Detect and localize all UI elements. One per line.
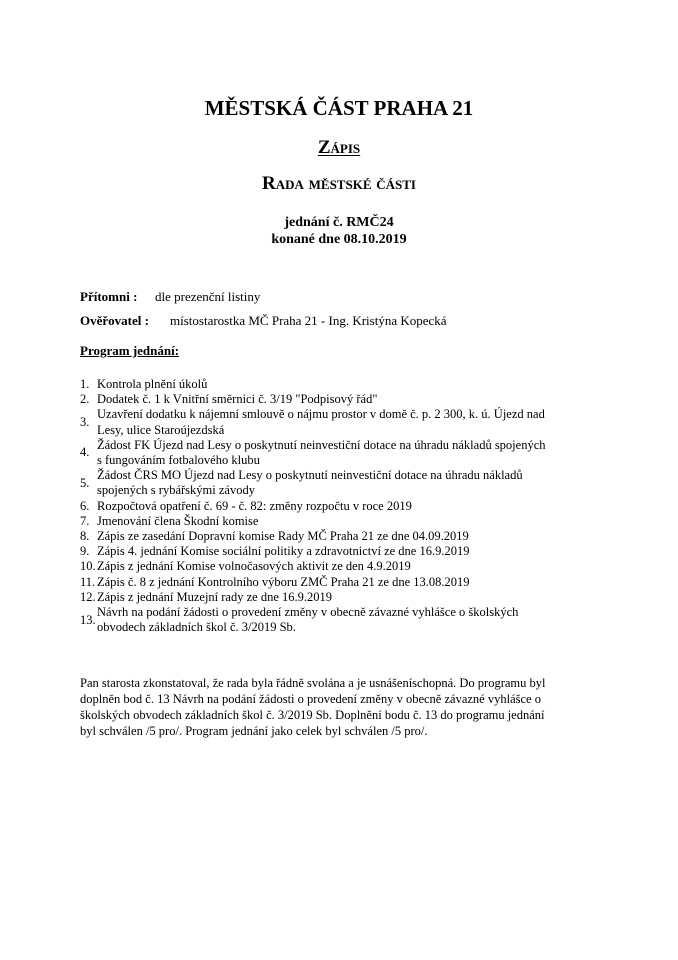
agenda-item-text: Kontrola plnění úkolů [97, 377, 208, 391]
agenda-item-number: 8. [80, 529, 90, 544]
agenda-item-number: 4. [80, 445, 90, 460]
document-type-label: Zápis [317, 137, 361, 158]
agenda-item [80, 514, 600, 529]
agenda-item [80, 575, 600, 590]
statement-line: byl schválen /5 pro/. Program jednání jako celek byl schválen /5 pro/. [80, 724, 428, 738]
program-heading: Program jednání: [80, 343, 180, 358]
agenda-item [80, 377, 600, 392]
agenda-item-text: Žádost FK Újezd nad Lesy o poskytnutí neinvestiční dotace na úhradu nákladů spojených [97, 437, 546, 452]
agenda-item [80, 590, 600, 605]
agenda-item-text: Zápis ze zasedání Dopravní komise Rady MČ Praha 21 ze dne 04.09.2019 [97, 529, 469, 544]
meeting-number: jednání č. RMČ24 [284, 215, 394, 230]
agenda-item-number: 7. [80, 513, 90, 528]
agenda-item [80, 499, 600, 514]
agenda-item-number: 9. [80, 544, 90, 559]
agenda-item-text: Dodatek č. 1 k Vnitřní směrnici č. 3/19 "Podpisový řád" [97, 392, 378, 407]
agenda-item [80, 407, 600, 437]
agenda-item-number: 13. [80, 612, 96, 627]
agenda-item-number: 3. [80, 415, 90, 429]
present-label: Přítomni : [80, 289, 138, 304]
agenda-item-text: Zápis 4. jednání Komise sociální politiky a zdravotnictví ze dne 16.9.2019 [97, 544, 470, 559]
verifier-value: místostarostka MČ Praha 21 - Ing. Kristýna Kopecká [170, 313, 447, 328]
agenda-item-text: Jmenování člena Škodní komise [97, 513, 259, 528]
statement-line: školských obvodech základních škol č. 3/2019 Sb. Doplnění bodu č. 13 do programu jednání [80, 708, 545, 722]
meeting-info [0, 214, 678, 248]
agenda-item-text: Zápis z jednání Muzejní rady ze dne 16.9.2019 [97, 589, 332, 604]
council-name: Rada městské části [262, 173, 416, 194]
agenda-item-text: Žádost ČRS MO Újezd nad Lesy o poskytnutí neinvestiční dotace na úhradu nákladů [97, 468, 523, 483]
agenda-list [80, 377, 600, 635]
statement-line: doplněn bod č. 13 Návrh na podání žádosti o provedení změny v obecně závazné vyhlášce o [80, 692, 541, 706]
statement-paragraph [80, 675, 620, 739]
agenda-item [80, 559, 600, 574]
document-title: MĚSTSKÁ ČÁST PRAHA 21 [204, 96, 474, 120]
agenda-item-text: obvodech základních škol č. 3/2019 Sb. [97, 620, 296, 635]
meeting-date: konané dne 08.10.2019 [271, 232, 407, 247]
agenda-item-number: 1. [80, 377, 90, 391]
agenda-item-number: 2. [80, 392, 90, 407]
agenda-item-number: 12. [80, 589, 96, 604]
agenda-item-text: Zápis z jednání Komise volnočasových aktivit ze den 4.9.2019 [97, 559, 411, 574]
agenda-item [80, 605, 600, 635]
present-value: dle prezenční listiny [155, 289, 261, 304]
agenda-item-number: 10. [80, 559, 96, 574]
agenda-item-text: Uzavření dodatku k nájemní smlouvě o nájmu prostor v domě č. p. 2 300, k. ú. Újezd nad [97, 407, 545, 422]
agenda-item-number: 6. [80, 498, 90, 513]
agenda-item-text: spojených s rybářskými závody [97, 483, 255, 498]
agenda-item [80, 544, 600, 559]
agenda-item [80, 529, 600, 544]
verifier-label: Ověřovatel : [80, 313, 149, 328]
document-type [0, 137, 678, 159]
agenda-item-number: 11. [80, 574, 96, 589]
agenda-item-text: s fungováním fotbalového klubu [97, 453, 260, 468]
agenda-item [80, 392, 600, 407]
agenda-item-text: Lesy, ulice Staroújezdská [97, 422, 225, 437]
agenda-item-text: Rozpočtová opatření č. 69 - č. 82: změny rozpočtu v roce 2019 [97, 498, 412, 513]
agenda-item-text: Návrh na podání žádosti o provedení změny v obecně závazné vyhlášce o školských [97, 605, 519, 620]
agenda-item-number: 5. [80, 475, 90, 490]
statement-line: Pan starosta zkonstatoval, že rada byla řádně svolána a je usnášeníschopná. Do programu byl [80, 676, 546, 690]
agenda-item-text: Zápis č. 8 z jednání Kontrolního výboru ZMČ Praha 21 ze dne 13.08.2019 [97, 574, 470, 589]
agenda-item [80, 468, 600, 498]
agenda-item [80, 438, 600, 468]
